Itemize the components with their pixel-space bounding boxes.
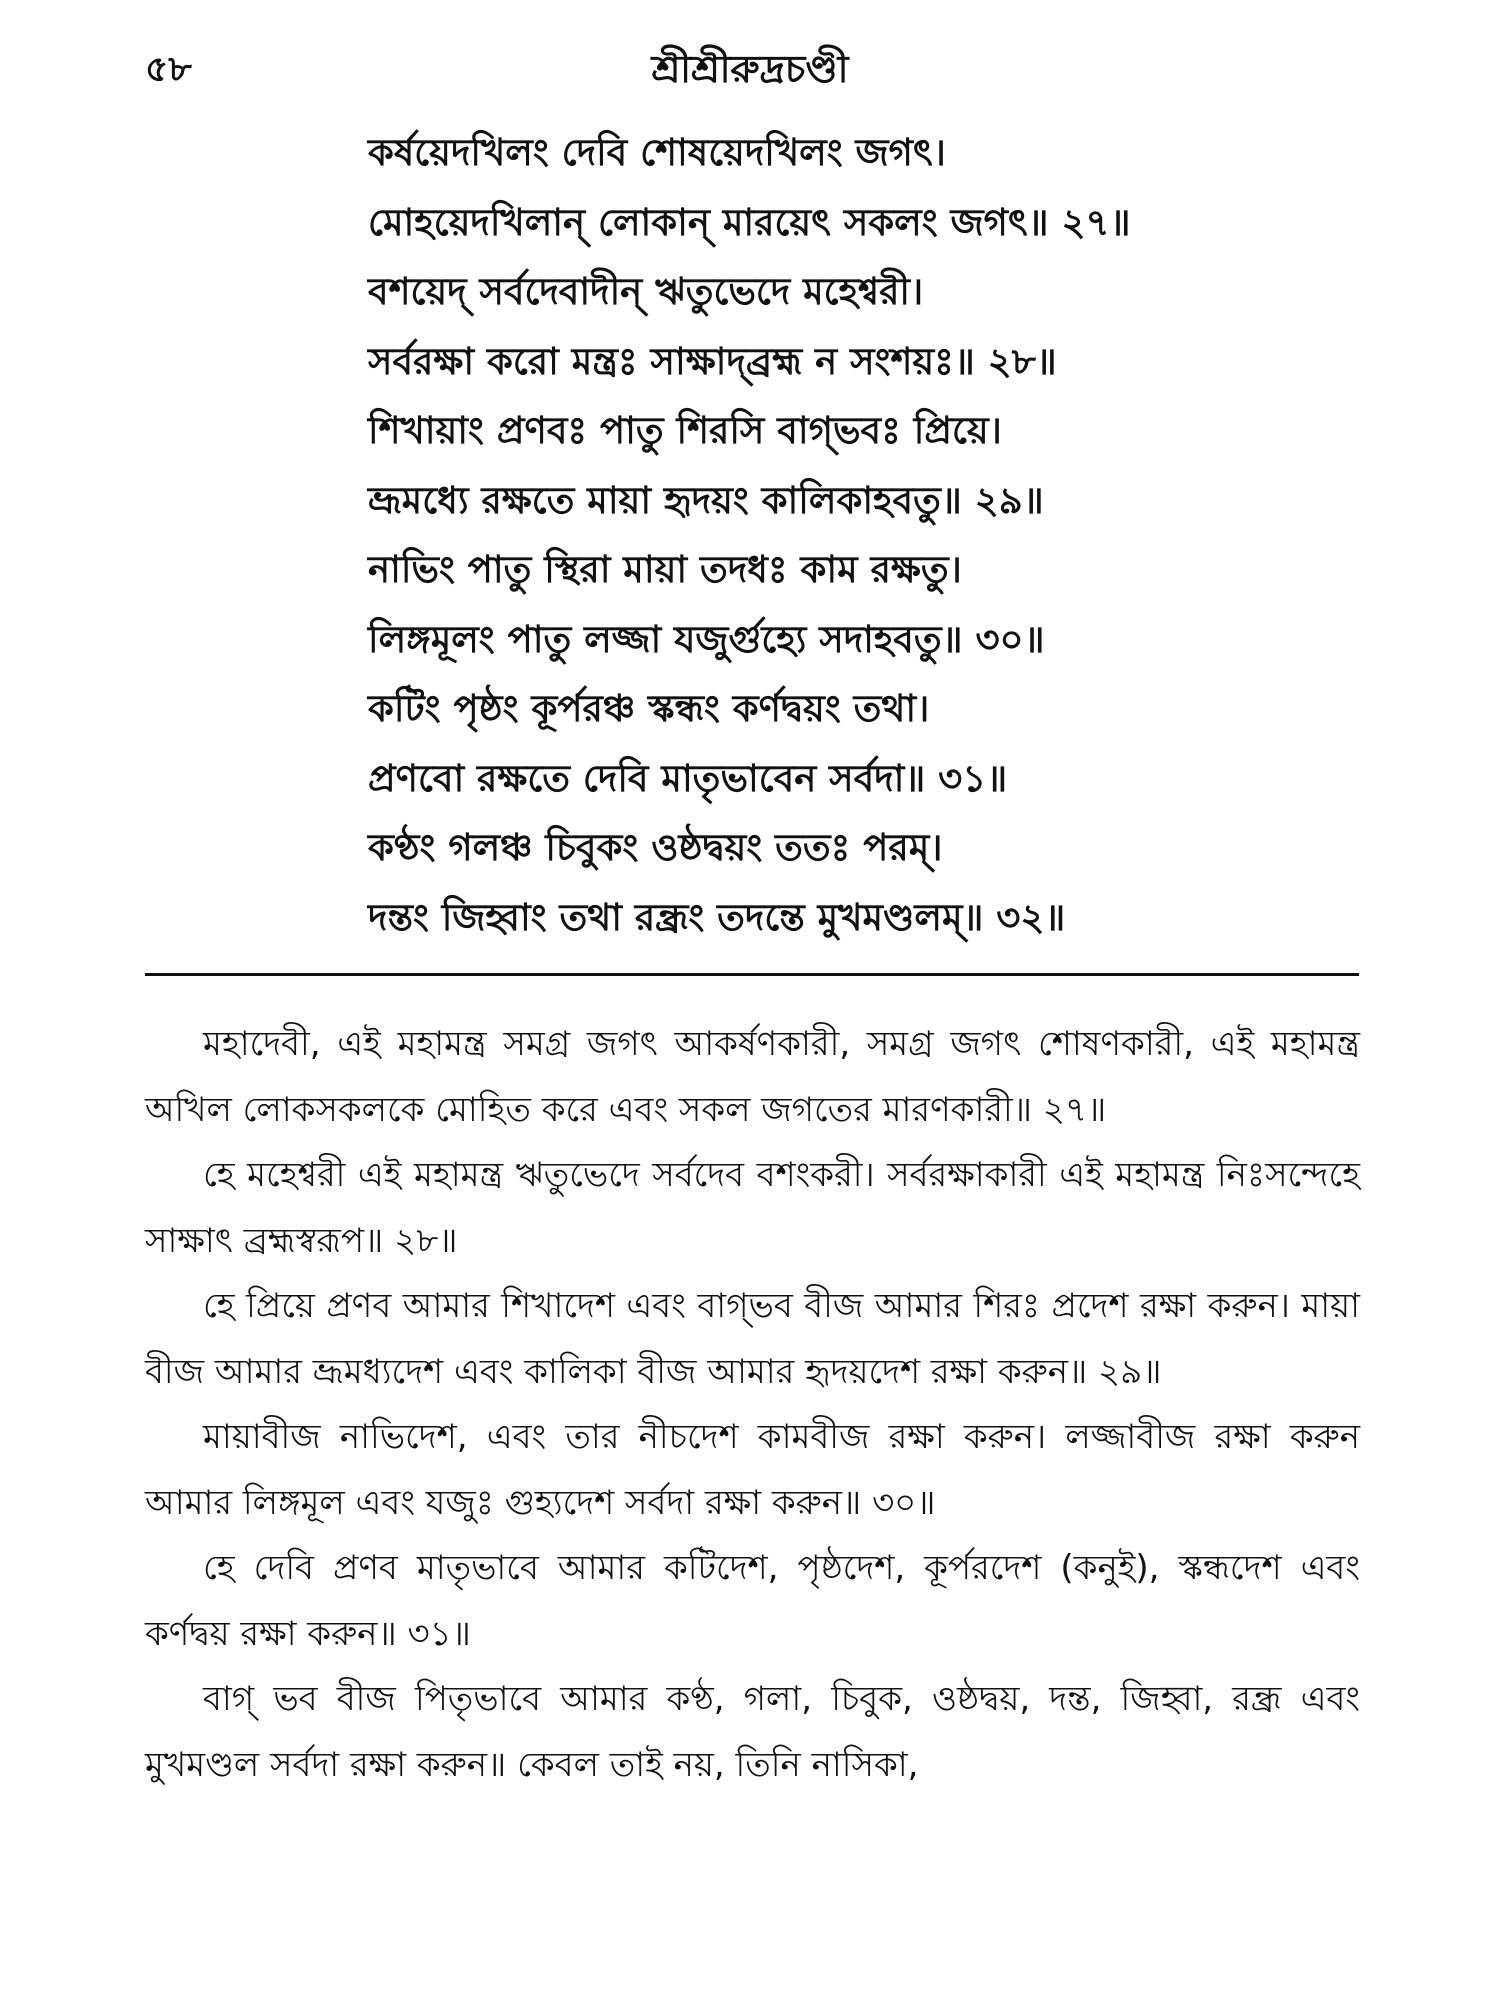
translation-paragraph: হে প্রিয়ে প্রণব আমার শিখাদেশ এবং বাগ্ভব বীজ আমার শিরঃ প্রদেশ রক্ষা করুন। মায়া বীজ আমার ভ্রূমধ্যদেশ এবং কালিকা বীজ আমার হৃদয়দেশ রক্ষা করুন॥ ২৯॥: [145, 1286, 1360, 1392]
verse-line: শিখায়াং প্রণবঃ পাতু শিরসি বাগ্ভবঃ প্রিয়ে।: [368, 409, 1002, 452]
verse-line: লিঙ্গমূলং পাতু লজ্জা যজুর্গুহ্যে সদাহবতু॥ ৩০॥: [368, 617, 1045, 661]
translation-paragraph: হে দেবি প্রণব মাতৃভাবে আমার কটিদেশ, পৃষ্ঠদেশ, কূর্পরদেশ (কনুই), স্কন্ধদেশ এবং কর্ণদ্বয় রক্ষা করুন॥ ৩১॥: [145, 1548, 1360, 1654]
sanskrit-verses: [368, 118, 1408, 952]
verse-line: ভ্রূমধ্যে রক্ষতে মায়া হৃদয়ং কালিকাহবতু॥ ২৯॥: [368, 478, 1044, 522]
translation-text: [145, 1012, 1360, 1798]
verse-line: দন্তং জিহ্বাং তথা রন্ধ্রং তদন্তে মুখমণ্ডলম্॥ ৩২॥: [368, 895, 1066, 939]
translation-paragraph: মহাদেবী, এই মহামন্ত্র সমগ্র জগৎ আকর্ষণকারী, সমগ্র জগৎ শোষণকারী, এই মহামন্ত্র অখিল লোকসকলকে মোহিত করে এবং সকল জগতের মারণকারী॥ ২৭॥: [145, 1024, 1360, 1130]
verse-line: মোহয়েদখিলান্ লোকান্ মারয়েৎ সকলং জগৎ॥ ২৭॥: [368, 200, 1131, 244]
translation-paragraph: হে মহেশ্বরী এই মহামন্ত্র ঋতুভেদে সর্বদেব বশংকরী। সর্বরক্ষাকারী এই মহামন্ত্র নিঃসন্দেহে সাক্ষাৎ ব্রহ্মস্বরূপ॥ ২৮॥: [145, 1155, 1360, 1261]
verse-line: নাভিং পাতু স্থিরা মায়া তদধঃ কাম রক্ষতু।: [368, 548, 962, 591]
page-title: শ্রীশ্রীরুদ্রচণ্ডী: [651, 47, 849, 91]
verse-line: প্রণবো রক্ষতে দেবি মাতৃভাবেন সর্বদা॥ ৩১॥: [368, 756, 1008, 800]
verse-line: বশয়েদ্ সর্বদেবাদীন্ ঋতুভেদে মহেশ্বরী।: [368, 270, 924, 313]
translation-paragraph: বাগ্ ভব বীজ পিতৃভাবে আমার কণ্ঠ, গলা, চিবুক, ওষ্ঠদ্বয়, দন্ত, জিহ্বা, রন্ধ্র এবং মুখমণ্ডল সর্বদা রক্ষা করুন॥ কেবল তাই নয়, তিনি নাসিকা,: [145, 1679, 1360, 1785]
verse-line: সর্বরক্ষা করো মন্ত্রঃ সাক্ষাদ্‌ব্রহ্ম ন সংশয়ঃ॥ ২৮॥: [368, 339, 1057, 383]
section-divider: [145, 973, 1359, 976]
verse-line: কর্ষয়েদখিলং দেবি শোষয়েদখিলং জগৎ।: [368, 131, 946, 174]
translation-paragraph: মায়াবীজ নাভিদেশ, এবং তার নীচদেশ কামবীজ রক্ষা করুন। লজ্জাবীজ রক্ষা করুন আমার লিঙ্গমূল এবং যজুঃ গুহ্যদেশ সর্বদা রক্ষা করুন॥ ৩০॥: [145, 1417, 1360, 1523]
verse-line: কটিং পৃষ্ঠং কূর্পরঞ্চ স্কন্ধং কর্ণদ্বয়ং তথা।: [368, 687, 930, 730]
verse-line: কণ্ঠং গলঞ্চ চিবুকং ওষ্ঠদ্বয়ং ততঃ পরম্।: [368, 826, 943, 869]
page-number: ৫৮: [145, 49, 192, 90]
